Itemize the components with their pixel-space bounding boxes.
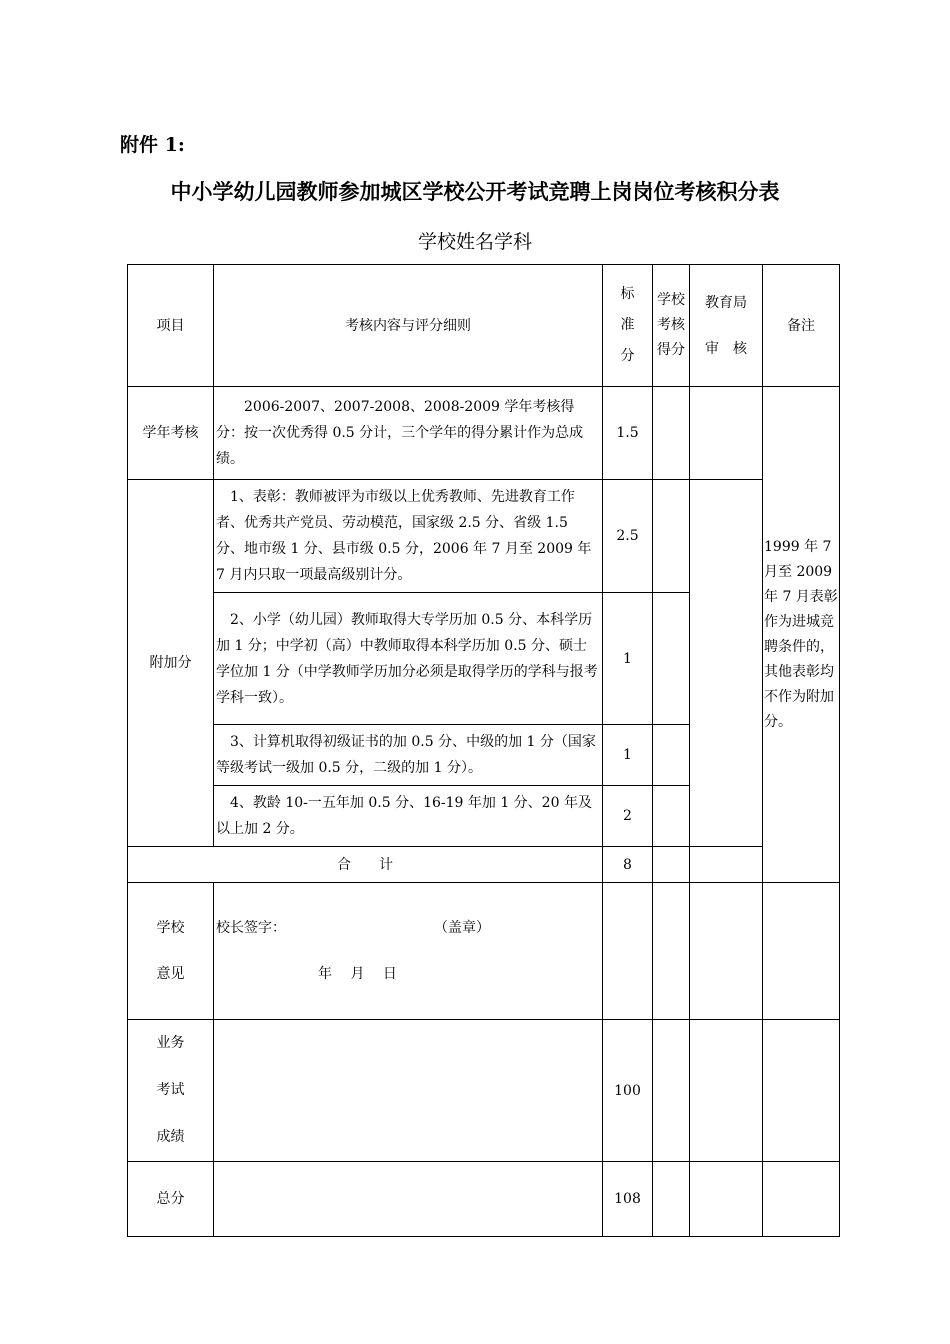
header-item: 项目 <box>128 265 214 387</box>
exam-school-cell <box>653 1020 690 1162</box>
header-bureau <box>690 265 763 387</box>
header-bureau-2: 审 核 <box>705 340 747 357</box>
header-row <box>128 265 840 387</box>
subtotal-bureau-cell <box>690 847 763 883</box>
header-school-2: 考核 <box>657 317 685 333</box>
bonus-bureau-cell <box>690 480 763 847</box>
exam-row <box>128 1020 840 1162</box>
exam-item <box>128 1020 214 1162</box>
annual-item: 学年考核 <box>128 387 214 480</box>
bonus-score-2: 1 <box>603 593 653 725</box>
total-content-cell <box>214 1162 603 1237</box>
bonus-item: 附加分 <box>128 480 214 847</box>
principal-signature-label: 校长签字： <box>216 920 286 936</box>
header-standard-1: 标 <box>620 286 635 302</box>
subtotal-label: 合 计 <box>128 847 603 883</box>
exam-item-3: 成绩 <box>156 1129 185 1145</box>
exam-item-2: 考试 <box>156 1082 185 1098</box>
header-school-3: 得分 <box>657 342 685 358</box>
bonus-content-4: 4、教龄 10-一五年加 0.5 分、16-19 年加 1 分、20 年及以上加 2 分。 <box>214 786 603 847</box>
bonus-content-1: 1、表彰：教师被评为市级以上优秀教师、先进教育工作者、优秀共产党员、劳动模范，国家级 2.5 分、省级 1.5 分、地市级 1 分、县市级 0.5 分，2006 年 7 月至 2009 年 7 月内只取一项最高级别计分。 <box>214 480 603 593</box>
date-line: 年 月 日 <box>318 966 397 982</box>
seal-label: （盖章） <box>434 920 490 936</box>
bonus-content-2: 2、小学（幼儿园）教师取得大专学历加 0.5 分、本科学历加 1 分；中学初（高）中教师取得本科学历加 0.5 分、硕士学位加 1 分（中学教师学历加分必须是取得学历的学科与报考学科一致）。 <box>214 593 603 725</box>
bonus-notes: 1999 年 7 月至 2009 年 7 月表彰作为进城竞聘条件的，其他表彰均不作为附加分。 <box>763 387 840 883</box>
exam-item-1: 业务 <box>156 1035 185 1051</box>
bonus-school-cell-2 <box>653 593 690 725</box>
header-standard-2: 准 <box>620 317 635 333</box>
attachment-label: 附件 1: <box>120 134 185 156</box>
header-bureau-1: 教育局 <box>705 294 747 311</box>
total-bureau-cell <box>690 1162 763 1237</box>
document-title: 中小学幼儿园教师参加城区学校公开考试竞聘上岗岗位考核积分表 <box>170 180 780 204</box>
total-item: 总分 <box>128 1162 214 1237</box>
school-opinion-notes-cell <box>763 883 840 1020</box>
bonus-score-1: 2.5 <box>603 480 653 593</box>
header-standard <box>603 265 653 387</box>
total-school-cell <box>653 1162 690 1237</box>
school-opinion-bureau-cell <box>690 883 763 1020</box>
header-school-1: 学校 <box>657 292 685 308</box>
exam-score: 100 <box>603 1020 653 1162</box>
school-opinion-item-1: 学校 <box>156 920 185 936</box>
bonus-school-cell-3 <box>653 725 690 786</box>
signature-line <box>214 905 602 951</box>
exam-content-cell <box>214 1020 603 1162</box>
header-school <box>653 265 690 387</box>
school-opinion-score-cell <box>603 883 653 1020</box>
school-opinion-row <box>128 883 840 1020</box>
header-standard-3: 分 <box>620 348 635 364</box>
bonus-content-3: 3、计算机取得初级证书的加 0.5 分、中级的加 1 分（国家等级考试一级加 0.5 分，二级的加 1 分）。 <box>214 725 603 786</box>
annual-row <box>128 387 840 480</box>
bonus-school-cell-1 <box>653 480 690 593</box>
annual-content: 2006-2007、2007-2008、2008-2009 学年考核得分：按一次优秀得 0.5 分计，三个学年的得分累计作为总成绩。 <box>214 387 603 480</box>
annual-bureau-cell <box>690 387 763 480</box>
school-opinion-item <box>128 883 214 1020</box>
annual-school-cell <box>653 387 690 480</box>
bonus-row-1 <box>128 480 840 593</box>
school-opinion-item-2: 意见 <box>156 966 185 982</box>
total-score: 108 <box>603 1162 653 1237</box>
subtotal-school-cell <box>653 847 690 883</box>
header-content: 考核内容与评分细则 <box>214 265 603 387</box>
exam-notes-cell <box>763 1020 840 1162</box>
total-row <box>128 1162 840 1237</box>
bonus-school-cell-4 <box>653 786 690 847</box>
school-opinion-content <box>214 883 603 1020</box>
subtotal-row <box>128 847 840 883</box>
document-subtitle: 学校姓名学科 <box>417 231 532 253</box>
bonus-score-4: 2 <box>603 786 653 847</box>
bonus-score-3: 1 <box>603 725 653 786</box>
header-notes: 备注 <box>763 265 840 387</box>
score-table <box>127 264 840 1237</box>
school-opinion-school-cell <box>653 883 690 1020</box>
exam-bureau-cell <box>690 1020 763 1162</box>
subtotal-score: 8 <box>603 847 653 883</box>
total-notes-cell <box>763 1162 840 1237</box>
annual-score: 1.5 <box>603 387 653 480</box>
